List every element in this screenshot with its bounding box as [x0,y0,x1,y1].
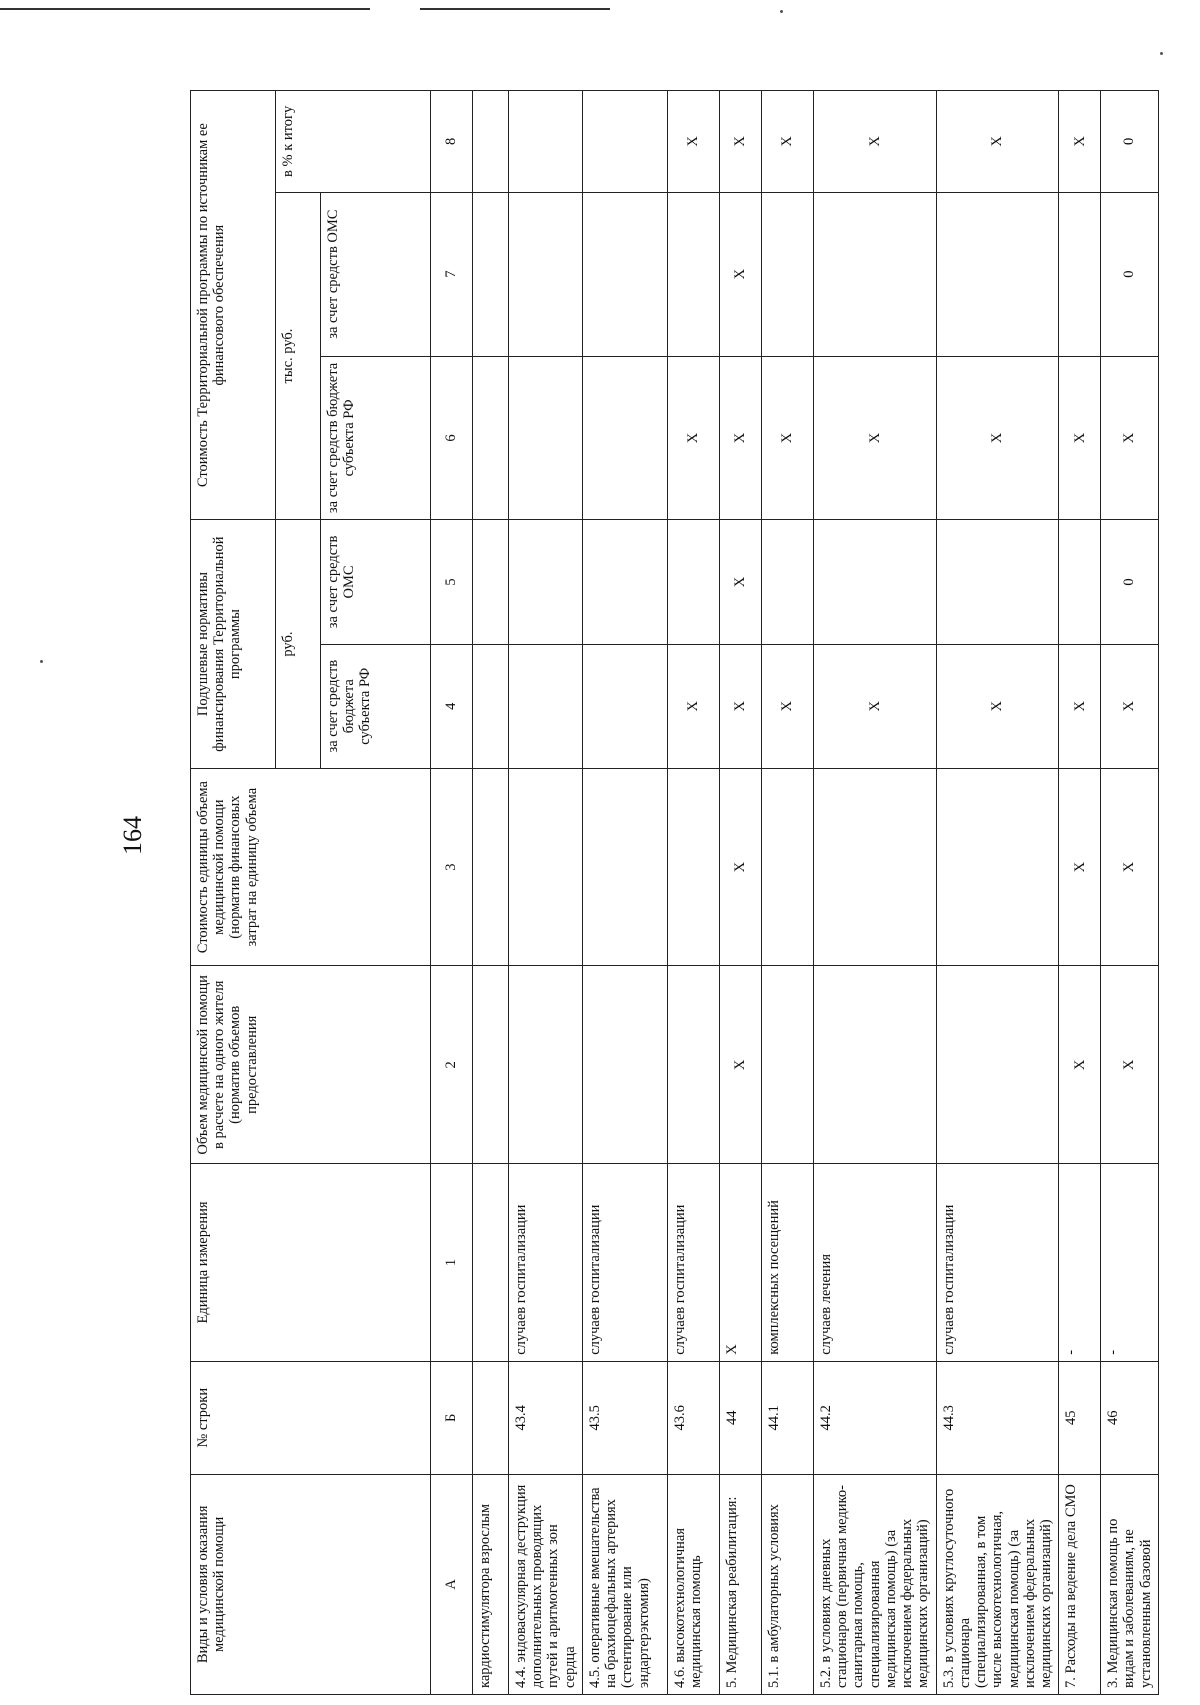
row-col-2: X [1059,966,1101,1164]
table-row [582,91,667,1695]
row-number: 44.2 [813,1361,936,1474]
table-row [667,91,719,1695]
row-col-4 [582,644,667,768]
row-col-8: 0 [1101,91,1159,193]
row-col-3: X [1059,768,1101,966]
row-col-7 [936,192,1059,356]
row-col-3 [667,768,719,966]
row-col-4: X [1059,644,1101,768]
row-col-2 [813,966,936,1164]
colnum-7: 7 [431,192,473,356]
row-unit: случаев госпитализации [936,1164,1059,1362]
row-col-8: X [667,91,719,193]
colnum-6: 6 [431,356,473,520]
rotated-table-wrapper [190,90,1154,1695]
row-number: 44.3 [936,1361,1059,1474]
row-col-4 [509,644,583,768]
row-col-4: X [936,644,1059,768]
row-col-8 [473,91,509,193]
row-col-3: X [1101,768,1159,966]
row-col-7 [582,192,667,356]
row-number: 43.6 [667,1361,719,1474]
row-col-5 [667,520,719,644]
row-col-7: X [719,192,761,356]
row-col-8: X [719,91,761,193]
top-rule-right [420,8,610,10]
header-pct-total: в % к итогу [276,91,431,193]
row-col-7 [813,192,936,356]
header-rub: руб. [276,520,321,769]
row-col-3 [582,768,667,966]
row-name: кардиостимулятора взрослым [473,1474,509,1694]
row-col-6: X [667,356,719,520]
row-col-5 [813,520,936,644]
row-unit: X [719,1164,761,1362]
row-col-8: X [761,91,813,193]
colnum-5: 5 [431,520,473,644]
row-col-6: X [719,356,761,520]
row-col-2 [936,966,1059,1164]
row-col-8: X [813,91,936,193]
row-name: 5.2. в условиях дневных стационаров (первичная медико-санитарная помощь, специализированная медицинская помощь) (за исключением федеральных медицинских организаций) [813,1474,936,1694]
row-number: 44 [719,1361,761,1474]
row-col-5 [761,520,813,644]
row-col-2 [582,966,667,1164]
row-col-4: X [719,644,761,768]
row-col-7 [509,192,583,356]
row-col-7: 0 [1101,192,1159,356]
row-name: 4.4. эндоваскулярная деструкция дополнительных проводящих путей и аритмогенных зон сердца [509,1474,583,1694]
row-col-7 [761,192,813,356]
colnum-8: 8 [431,91,473,193]
table-row [719,91,761,1695]
row-col-3 [813,768,936,966]
row-col-5: 0 [1101,520,1159,644]
header-col-1: Единица измерения [191,1164,431,1362]
row-col-6: X [1059,356,1101,520]
row-col-6 [509,356,583,520]
row-col-4: X [761,644,813,768]
header-norm-oms: за счет средств ОМС [321,520,431,644]
row-number: 46 [1101,1361,1159,1474]
scan-speck [1160,52,1163,55]
table-row [813,91,936,1695]
colnum-4: 4 [431,644,473,768]
row-col-7 [1059,192,1101,356]
row-number: 45 [1059,1361,1101,1474]
row-name: 7. Расходы на ведение дела СМО [1059,1474,1101,1694]
row-col-8 [509,91,583,193]
row-col-4: X [1101,644,1159,768]
header-col-a: Виды и условия оказания медицинской помощи [191,1474,431,1694]
colnum-3: 3 [431,768,473,966]
row-col-7 [473,192,509,356]
row-name: 5.1. в амбулаторных условиях [761,1474,813,1694]
row-unit: - [1101,1164,1159,1362]
row-col-6 [582,356,667,520]
row-col-3 [473,768,509,966]
row-number: 43.5 [582,1361,667,1474]
colnum-a: А [431,1474,473,1694]
row-unit: случаев госпитализации [509,1164,583,1362]
row-unit: случаев госпитализации [667,1164,719,1362]
row-unit: - [1059,1164,1101,1362]
row-col-3: X [719,768,761,966]
row-col-4: X [667,644,719,768]
header-col-b: № строки [191,1361,431,1474]
scan-speck [780,10,783,13]
column-number-row [431,91,473,1695]
row-unit: комплексных посещений [761,1164,813,1362]
table-row [473,91,509,1695]
row-number [473,1361,509,1474]
row-number: 43.4 [509,1361,583,1474]
row-unit [473,1164,509,1362]
table-row [936,91,1059,1695]
row-col-6: X [813,356,936,520]
table-body [473,91,1159,1695]
table-row [1059,91,1101,1695]
row-col-5 [1059,520,1101,644]
row-col-2 [667,966,719,1164]
row-col-2 [761,966,813,1164]
row-col-8 [582,91,667,193]
header-thous-rub: тыс. руб. [276,192,321,520]
row-col-2 [509,966,583,1164]
table-row [761,91,813,1695]
row-col-5 [582,520,667,644]
row-col-2: X [719,966,761,1164]
row-col-3 [509,768,583,966]
row-col-2 [473,966,509,1164]
row-unit: случаев госпитализации [582,1164,667,1362]
header-col-3: Стоимость единицы объема медицинской помощи (норматив финансовых затрат на единицу объема [191,768,431,966]
row-col-5 [936,520,1059,644]
table-row [509,91,583,1695]
row-col-4: X [813,644,936,768]
header-norm-budget: за счет средств бюджета субъекта РФ [321,644,431,768]
row-col-3 [761,768,813,966]
row-unit: случаев лечения [813,1164,936,1362]
row-name: 3. Медицинская помощь по видам и заболеваниям, не установленным базовой [1101,1474,1159,1694]
header-cost-budget: за счет средств бюджета субъекта РФ [321,356,431,520]
row-col-4 [473,644,509,768]
row-col-6: X [1101,356,1159,520]
row-col-2: X [1101,966,1159,1164]
row-col-6: X [936,356,1059,520]
row-col-6 [473,356,509,520]
header-cost-oms: за счет средств ОМС [321,192,431,356]
header-col-2: Объем медицинской помощи в расчете на одного жителя (норматив объемов предоставления [191,966,431,1164]
row-col-7 [667,192,719,356]
top-rule-left [0,8,370,10]
colnum-2: 2 [431,966,473,1164]
row-col-3 [936,768,1059,966]
scan-speck [40,660,43,663]
row-col-5: X [719,520,761,644]
header-group-norms: Подушевые нормативы финансирования Территориальной программы [191,520,276,769]
header-row-1 [191,91,276,1695]
page-number: 164 [118,816,147,855]
row-name: 5.3. в условиях круглосуточного стационара (специализированная, в том числе высокотехнологичная, медицинская помощь) (за исключением федеральных медицинских организаций) [936,1474,1059,1694]
row-name: 4.6. высокотехнологичная медицинская помощь [667,1474,719,1694]
row-col-8: X [1059,91,1101,193]
row-name: 5. Медицинская реабилитация: [719,1474,761,1694]
row-col-8: X [936,91,1059,193]
table-row [1101,91,1159,1695]
header-group-cost: Стоимость Территориальной программы по источникам ее финансового обеспечения [191,91,276,520]
row-col-6: X [761,356,813,520]
colnum-1: 1 [431,1164,473,1362]
row-col-5 [473,520,509,644]
colnum-b: Б [431,1361,473,1474]
funding-table [190,90,1159,1695]
row-number: 44.1 [761,1361,813,1474]
row-col-5 [509,520,583,644]
row-name: 4.5. оперативные вмешательства на брахиоцефальных артериях (стентирование или эндартерэктомия) [582,1474,667,1694]
